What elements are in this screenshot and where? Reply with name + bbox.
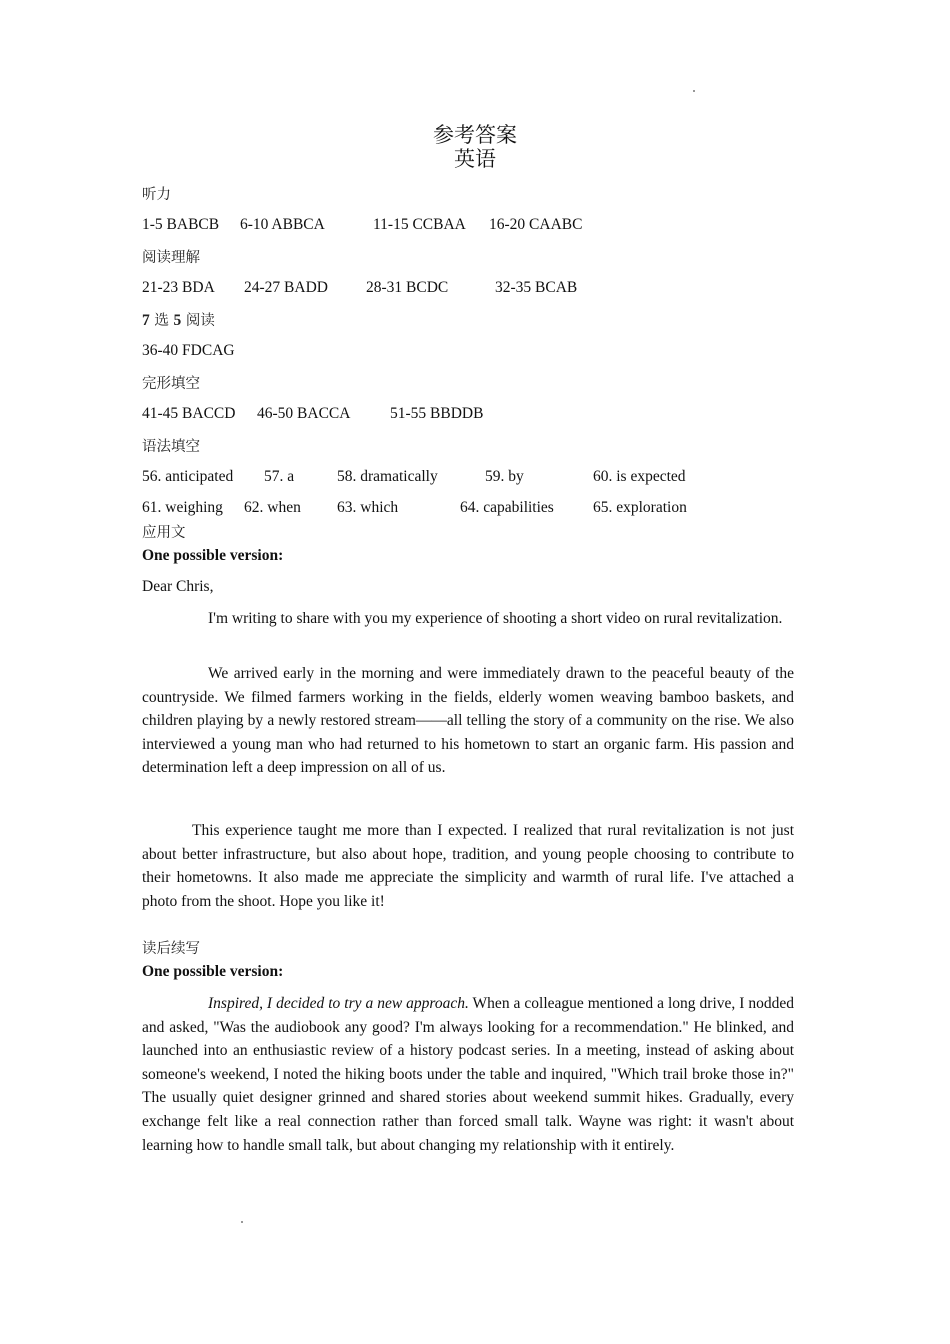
reading-heading: 阅读理解 [142, 250, 200, 266]
grammar-answer: 65. exploration [593, 499, 687, 516]
practical-writing-version-label: One possible version: [142, 547, 284, 564]
page-mark-bottom [241, 1221, 243, 1223]
heading-number: 7 [142, 312, 150, 329]
grammar-answer: 57. a [264, 468, 295, 485]
continuation-writing-version-label: One possible version: [142, 963, 284, 980]
heading-number: 5 [173, 312, 182, 329]
cloze-heading: 完形填空 [142, 376, 200, 392]
grammar-answer: 59. by [485, 468, 524, 485]
grammar-answer: 56. anticipated [142, 468, 234, 485]
grammar-answer: 58. dramatically [337, 468, 438, 485]
listening-heading: 听力 [142, 187, 171, 203]
cloze-answer: 41-45 BACCD [142, 405, 236, 422]
letter-paragraph-1: I'm writing to share with you my experience of shooting a short video on rural revitalization. [208, 610, 783, 627]
page-subtitle: 英语 [454, 147, 496, 171]
seven-choose-five-heading [142, 309, 215, 330]
grammar-answer: 64. capabilities [460, 499, 554, 516]
cloze-answer: 46-50 BACCA [257, 405, 351, 422]
grammar-answer: 62. when [244, 499, 301, 516]
reading-answer: 24-27 BADD [244, 279, 328, 296]
reading-answer: 28-31 BCDC [366, 279, 449, 296]
reading-answer: 32-35 BCAB [495, 279, 578, 296]
letter-paragraph-3: This experience taught me more than I expected. I realized that rural revitalization is not just about better infrastructure, but also about hope, tradition, and young people choosing to contribute to their hometowns. It also made me appreciate the simplicity and warmth of rural life. I've attached a photo from the shoot. Hope you like it! [142, 822, 794, 910]
page-title: 参考答案 [433, 123, 517, 147]
listening-answer: 11-15 CCBAA [373, 216, 466, 233]
grammar-answer: 63. which [337, 499, 399, 516]
listening-answer: 16-20 CAABC [489, 216, 583, 233]
listening-answer: 6-10 ABBCA [240, 216, 325, 233]
continuation-opening-sentence: Inspired, I decided to try a new approach. [208, 995, 469, 1012]
cloze-answer: 51-55 BBDDB [390, 405, 484, 422]
seven-choose-five-answer: 36-40 FDCAG [142, 342, 235, 359]
practical-writing-heading: 应用文 [142, 525, 186, 541]
letter-greeting: Dear Chris, [142, 578, 214, 595]
grammar-answer: 60. is expected [593, 468, 686, 485]
continuation-paragraph [142, 992, 794, 1157]
continuation-writing-heading: 读后续写 [142, 941, 200, 957]
listening-answer: 1-5 BABCB [142, 216, 220, 233]
letter-paragraph-2: We arrived early in the morning and were immediately drawn to the peaceful beauty of the countryside. We filmed farmers working in the fields, elderly women weaving bamboo baskets, and children playing by a newly restored stream——all telling the story of a community on the rise. We also interviewed a young man who had returned to his hometown to start an organic farm. His passion and determination left a deep impression on all of us. [142, 665, 794, 777]
heading-text: 选 [154, 313, 169, 329]
heading-text: 阅读 [185, 313, 215, 329]
continuation-body: When a colleague mentioned a long drive, I nodded and asked, "Was the audiobook any good? I'm always looking for a recommendation." He blinked, and launched into an enthusiastic review of a history podcast series. In a meeting, instead of asking about someone's weekend, I noted the hiking boots under the table and inquired, "Which trail broke those in?" The usually quiet designer grinned and shared stories about weekend summit hikes. Gradually, every exchange felt like a real connection rather than forced small talk. Wayne was right: it wasn't about learning how to handle small talk, but about changing my relationship with it entirely. [142, 995, 794, 1154]
reading-answer: 21-23 BDA [142, 279, 215, 296]
grammar-answer: 61. weighing [142, 499, 223, 516]
grammar-heading: 语法填空 [142, 439, 200, 455]
page-mark-top [693, 90, 695, 92]
